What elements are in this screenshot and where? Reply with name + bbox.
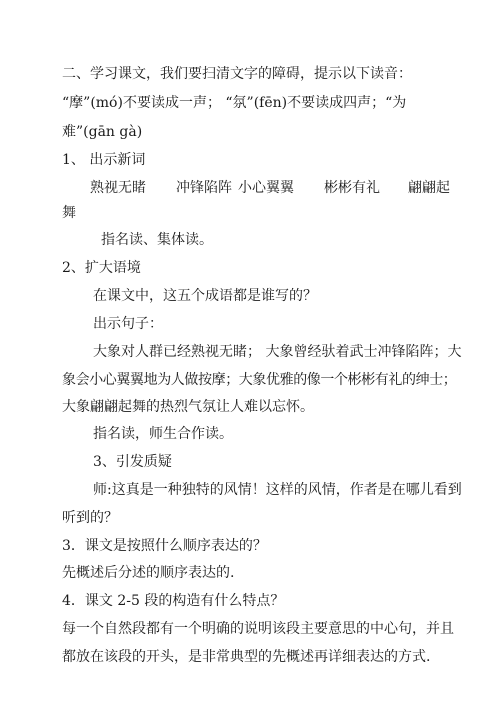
step-2-show: 出示句子：: [93, 316, 163, 332]
sentence-line: 大象对人群已经熟视无睹； 大象曾经驮着武士冲锋陷阵；大: [93, 344, 462, 360]
word-item: 小心翼翼: [238, 180, 294, 196]
answer-4-line: 都放在该段的开头，是非常典型的先概述再详细表达的方式.: [62, 649, 431, 665]
step-1-note: 指名读、集体读。: [101, 232, 213, 248]
pronunciation-line: 难”(gān gà): [62, 124, 143, 140]
word-item: 彬彬有礼: [324, 180, 380, 196]
answer-4-line: 每一个自然段都有一个明确的说明该段主要意思的中心句，并且: [62, 621, 454, 637]
sentence-line: 大象翩翩起舞的热烈气氛让人难以忘怀。: [62, 399, 314, 415]
step-2-heading: 2、扩大语境: [62, 260, 141, 276]
answer-3: 先概述后分述的顺序表达的.: [62, 565, 235, 581]
pronunciation-line: “摩”(mó)不要读成一声； “氛”(fēn)不要读成四声；“为: [62, 95, 407, 111]
word-wrap: 舞: [62, 205, 76, 221]
word-list: [90, 178, 480, 198]
teacher-line: 师:这真是一种独特的风情！这样的风情，作者是在哪儿看到: [93, 482, 462, 498]
step-2-question: 在课文中，这五个成语都是谁写的？: [93, 288, 317, 304]
step-3-heading: 3、引发质疑: [93, 454, 172, 470]
word-item: 翩翩起: [408, 180, 450, 196]
section-heading: 二、学习课文，我们要扫清文字的障碍，提示以下读音：: [62, 66, 412, 82]
word-item: 熟视无睹: [90, 180, 146, 196]
step-2-note: 指名读，师生合作读。: [93, 426, 233, 442]
word-item: 冲锋陷阵: [176, 180, 232, 196]
step-1-heading: 1、 出示新词: [62, 152, 146, 168]
sentence-line: 象会小心翼翼地为人做按摩；大象优雅的像一个彬彬有礼的绅士；: [62, 372, 457, 388]
question-3: 3．课文是按照什么顺序表达的？: [62, 538, 267, 554]
question-4: 4．课文 2-5 段的构造有什么特点？: [62, 593, 285, 609]
teacher-line: 听到的？: [62, 510, 118, 526]
